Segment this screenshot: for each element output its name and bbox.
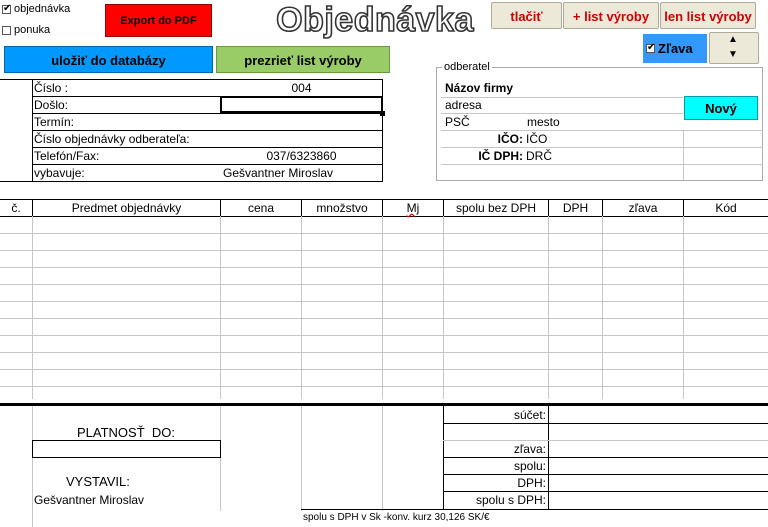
doslo-label: Došlo:	[34, 98, 69, 112]
ico-label: IČO:	[497, 132, 523, 146]
subtotal-label: súčet:	[513, 408, 546, 422]
total-with-vat-label: spolu s DPH:	[475, 493, 546, 507]
city[interactable]: mesto	[527, 115, 560, 129]
col-header-item: Predmet objednávky	[71, 201, 182, 215]
col-header-quantity: množstvo	[316, 201, 368, 215]
address[interactable]: adresa	[445, 98, 482, 112]
ico-value[interactable]: IČO	[526, 132, 548, 146]
order-number-value[interactable]: 004	[291, 81, 312, 95]
issued-by-name[interactable]: Gešvantner Miroslav	[34, 493, 145, 507]
phone-fax-value[interactable]: 037/6323860	[266, 149, 337, 163]
col-header-vat: DPH	[562, 201, 589, 215]
only-production-sheet-button[interactable]: len list výroby	[660, 2, 756, 29]
zlava-checkbox[interactable]	[646, 44, 655, 53]
icdph-value[interactable]: DRČ	[526, 149, 552, 163]
new-customer-button[interactable]: Nový	[684, 96, 758, 120]
arrow-up-icon[interactable]: ▲	[728, 34, 738, 45]
objednavka-checkbox[interactable]	[2, 5, 11, 14]
fill-handle[interactable]	[380, 111, 385, 116]
view-production-sheet-button[interactable]: prezrieť list výroby	[216, 46, 390, 73]
ponuka-label: ponuka	[14, 24, 51, 36]
page-title: Objednávka	[276, 1, 474, 39]
postal-code-label: PSČ	[445, 115, 470, 129]
export-pdf-button[interactable]: Export do PDF	[105, 4, 212, 37]
print-button[interactable]: tlačiť	[491, 2, 562, 29]
order-number-label: Číslo :	[34, 81, 69, 95]
doslo-cell[interactable]	[220, 96, 383, 113]
check-icon: ✔	[647, 42, 656, 53]
col-header-code: Kód	[715, 201, 737, 215]
customer-order-number-label: Číslo objednávky odberateľa:	[34, 132, 190, 146]
vat-total-label: DPH:	[517, 476, 546, 490]
company-name[interactable]: Názov firmy	[445, 81, 514, 95]
validity-date-field[interactable]	[32, 440, 221, 458]
arrow-down-icon[interactable]: ▼	[728, 49, 738, 60]
zlava-toggle[interactable]	[643, 34, 707, 63]
col-header-discount: zľava	[628, 201, 658, 215]
validity-label: PLATNOSŤ DO:	[77, 425, 175, 440]
check-icon: ✔	[3, 3, 12, 14]
zlava-label: Zľava	[658, 41, 693, 56]
save-to-database-button[interactable]: uložiť do databázy	[4, 46, 213, 73]
conversion-note: spolu s DPH v Sk -konv. kurz 30,126 SK/€	[303, 512, 490, 523]
col-header-total-excl-vat: spolu bez DPH	[455, 201, 537, 215]
handled-by-value[interactable]: Gešvantner Miroslav	[223, 166, 334, 180]
ponuka-checkbox[interactable]	[2, 26, 11, 35]
col-header-unit: Mj	[406, 201, 420, 215]
customer-group-label: odberatel	[444, 61, 490, 73]
objednavka-label: objednávka	[14, 3, 71, 15]
phone-fax-label: Telefón/Fax:	[34, 149, 100, 163]
termin-label: Termín:	[34, 115, 75, 129]
add-production-sheet-button[interactable]: + list výroby	[563, 2, 659, 29]
spinner[interactable]	[709, 32, 759, 64]
col-header-number: č.	[11, 201, 21, 215]
total-label: spolu:	[513, 459, 546, 473]
col-header-price: cena	[247, 201, 275, 215]
discount-total-label: zľava:	[513, 442, 546, 456]
handled-by-label: vybavuje:	[34, 166, 85, 180]
icdph-label: IČ DPH:	[478, 149, 523, 163]
issued-by-label: VYSTAVIL:	[66, 474, 130, 489]
